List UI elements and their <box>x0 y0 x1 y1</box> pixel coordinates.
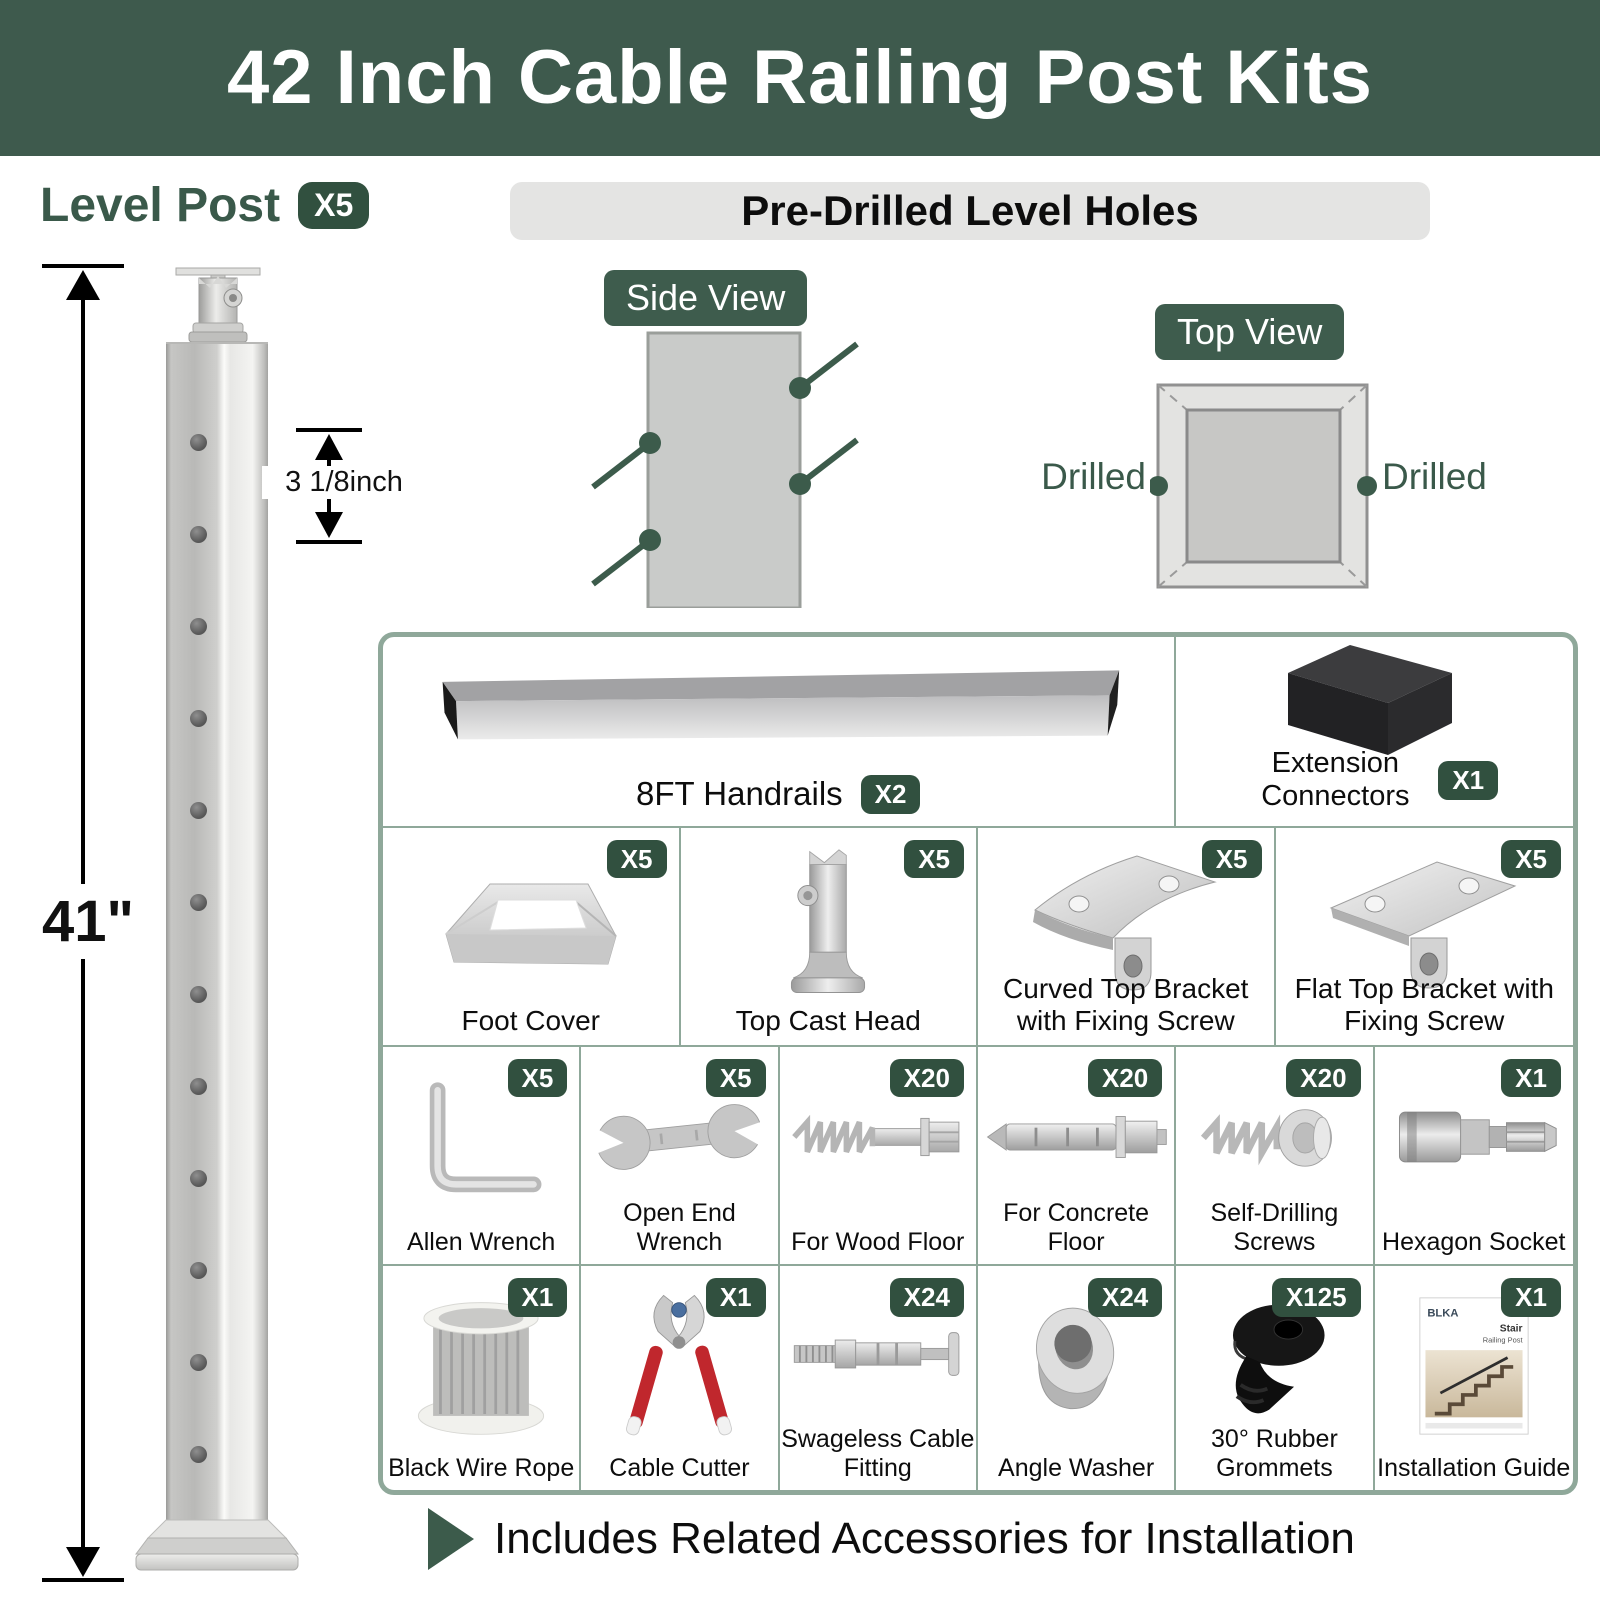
holedim-arrow-down <box>315 512 343 538</box>
dim-arrow-down <box>66 1547 100 1577</box>
cable-hole <box>190 1170 207 1187</box>
handrails-label-row <box>383 775 1174 814</box>
item-label: Extension Connectors <box>1261 746 1410 813</box>
cable-hole <box>190 1446 207 1463</box>
quantity-badge: X1 <box>508 1278 568 1317</box>
item-label: For Wood Floor <box>791 1227 965 1256</box>
item-label: Installation Guide <box>1377 1453 1571 1482</box>
item-label: 8FT Handrails <box>636 775 843 813</box>
quantity-badge: X20 <box>890 1059 964 1098</box>
top-view-tag: Top View <box>1155 304 1344 360</box>
item-label: Hexagon Socket <box>1382 1227 1566 1256</box>
predrilled-header <box>510 182 1430 240</box>
quantity-badge: X1 <box>1501 1059 1561 1098</box>
quantity-badge: X1 <box>1438 761 1498 800</box>
cable-hole <box>190 1078 207 1095</box>
holedim-tick-top <box>296 428 362 432</box>
cable-hole <box>190 526 207 543</box>
dim-arrow-up <box>66 270 100 300</box>
quantity-badge: X20 <box>1286 1059 1360 1098</box>
extension-label-row <box>1176 747 1573 814</box>
cell-concrete-anchor <box>978 1047 1176 1264</box>
post-height-dim: 41" <box>34 884 142 959</box>
level-post-label: Level Post <box>40 179 281 232</box>
title-banner <box>0 0 1600 156</box>
level-post-qty-badge: X5 <box>298 182 369 229</box>
cell-wire-rope <box>383 1266 581 1490</box>
level-post-heading <box>40 178 369 233</box>
item-label: 30° Rubber Grommets <box>1211 1425 1338 1482</box>
level-post-image <box>166 342 268 1540</box>
holedim-tick-bottom <box>296 540 362 544</box>
cell-wood-screw <box>780 1047 978 1264</box>
kit-row-4 <box>383 1266 1573 1490</box>
item-label: Allen Wrench <box>407 1227 556 1256</box>
cell-allen-wrench <box>383 1047 581 1264</box>
guide-brand: BLKA <box>1427 1307 1459 1320</box>
kit-row-1 <box>383 637 1573 828</box>
quantity-badge: X24 <box>890 1278 964 1317</box>
kit-row-2 <box>383 828 1573 1047</box>
item-label: Swageless Cable Fitting <box>781 1425 975 1482</box>
item-label: Foot Cover <box>461 1004 600 1036</box>
drilled-label-left: Drilled <box>1041 456 1146 497</box>
quantity-badge: X20 <box>1088 1059 1162 1098</box>
footer-note-row <box>428 1508 1355 1570</box>
cell-hexagon-socket <box>1375 1047 1573 1264</box>
cable-hole <box>190 710 207 727</box>
item-label: Angle Washer <box>998 1453 1155 1482</box>
item-label: Self-Drilling Screws <box>1210 1199 1339 1256</box>
quantity-badge: X5 <box>1202 840 1262 879</box>
quantity-badge: X125 <box>1272 1278 1361 1317</box>
cable-hole <box>190 1354 207 1371</box>
item-label: Cable Cutter <box>609 1453 750 1482</box>
cell-open-end-wrench <box>581 1047 779 1264</box>
predrilled-header-text: Pre-Drilled Level Holes <box>741 187 1199 234</box>
arrow-right-icon <box>428 1508 474 1570</box>
dim-tick-bottom <box>42 1578 124 1582</box>
hole-spacing-dim: 3 1/8inch <box>262 466 426 499</box>
dim-tick-top <box>42 264 124 268</box>
cable-hole <box>190 894 207 911</box>
cell-handrails <box>383 637 1176 826</box>
cell-rubber-grommet <box>1176 1266 1374 1490</box>
cable-hole <box>190 1262 207 1279</box>
item-label: For Concrete Floor <box>1003 1199 1150 1256</box>
cell-curved-top-bracket <box>978 828 1276 1045</box>
cell-extension-connectors <box>1176 637 1573 826</box>
top-view-diagram <box>1150 376 1380 598</box>
cable-hole <box>190 986 207 1003</box>
footer-note: Includes Related Accessories for Installation <box>494 1514 1355 1563</box>
side-view-tag: Side View <box>604 270 807 326</box>
cell-cable-cutter <box>581 1266 779 1490</box>
cable-hole <box>190 434 207 451</box>
cable-hole <box>190 802 207 819</box>
post-top-cast-head <box>170 260 266 344</box>
side-view-diagram <box>555 318 900 608</box>
cell-flat-top-bracket <box>1276 828 1574 1045</box>
quantity-badge: X2 <box>861 775 921 814</box>
drilled-label-right: Drilled <box>1382 456 1487 497</box>
item-label: Curved Top Bracket with Fixing Screw <box>1003 972 1249 1036</box>
page-title: 42 Inch Cable Railing Post Kits <box>227 35 1373 120</box>
cable-hole <box>190 618 207 635</box>
item-label: Black Wire Rope <box>388 1453 575 1482</box>
cell-top-cast-head <box>681 828 979 1045</box>
guide-title-line2: Railing Post <box>1482 1335 1523 1345</box>
quantity-badge: X24 <box>1088 1278 1162 1317</box>
quantity-badge: X5 <box>607 840 667 879</box>
post-base-plate <box>124 1518 320 1580</box>
quantity-badge: X1 <box>1501 1278 1561 1317</box>
quantity-badge: X5 <box>904 840 964 879</box>
item-label: Top Cast Head <box>735 1004 921 1036</box>
cell-angle-washer <box>978 1266 1176 1490</box>
item-label: Open End Wrench <box>623 1199 736 1256</box>
holedim-arrow-up <box>315 434 343 460</box>
cell-self-drilling-screw <box>1176 1047 1374 1264</box>
kit-row-3 <box>383 1047 1573 1266</box>
cell-installation-guide <box>1375 1266 1573 1490</box>
quantity-badge: X5 <box>706 1059 766 1098</box>
kit-table <box>378 632 1578 1495</box>
cell-swageless-fitting <box>780 1266 978 1490</box>
guide-title-line1: Stair <box>1499 1323 1523 1335</box>
quantity-badge: X5 <box>1501 840 1561 879</box>
item-label: Flat Top Bracket with Fixing Screw <box>1294 972 1554 1036</box>
cell-foot-cover <box>383 828 681 1045</box>
quantity-badge: X5 <box>508 1059 568 1098</box>
quantity-badge: X1 <box>706 1278 766 1317</box>
